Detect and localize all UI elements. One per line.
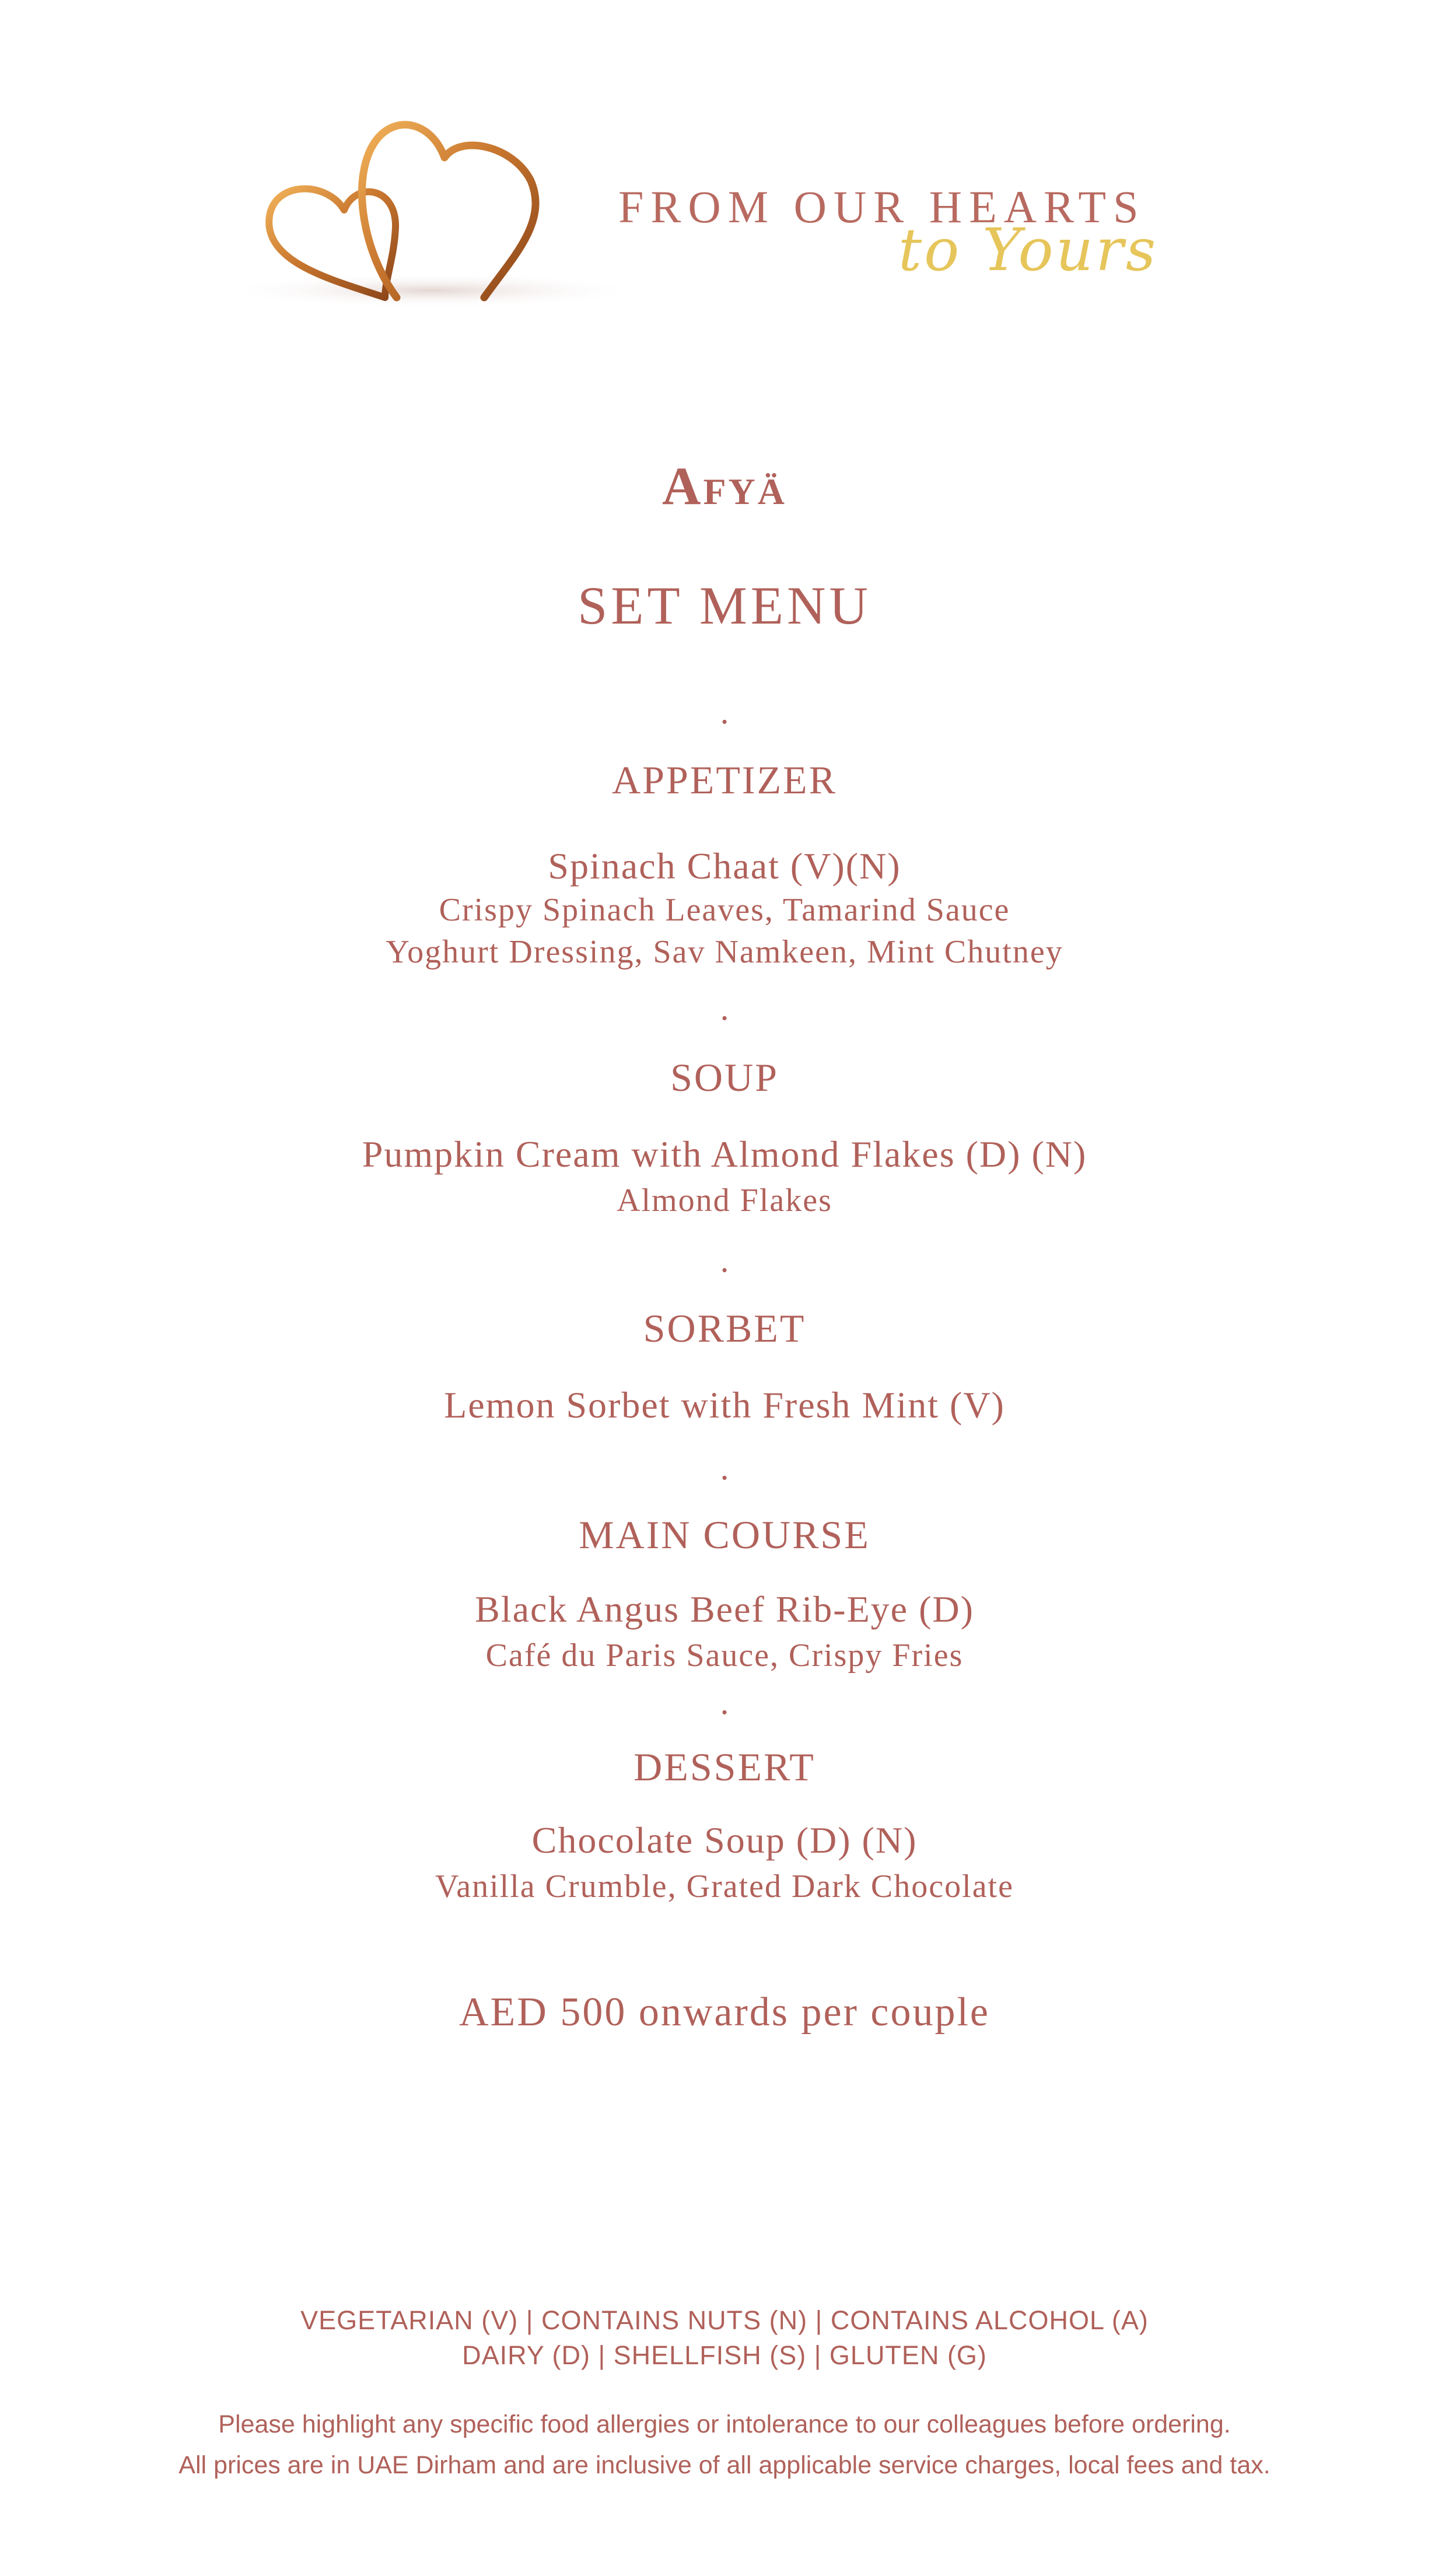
course-heading-dessert: DESSERT xyxy=(634,1745,816,1789)
menu-title: SET MENU xyxy=(578,576,872,635)
dish-name-soup: Pumpkin Cream with Almond Flakes (D) (N) xyxy=(362,1133,1087,1175)
dietary-legend-line-2: DAIRY (D) | SHELLFISH (S) | GLUTEN (G) xyxy=(462,2340,987,2370)
dish-description: Almond Flakes xyxy=(617,1182,832,1219)
dish-name-appetizer: Spinach Chaat (V)(N) xyxy=(548,845,901,887)
course-heading-appetizer: APPETIZER xyxy=(612,758,837,802)
restaurant-name: Afyä xyxy=(662,456,787,516)
course-heading-soup: SOUP xyxy=(670,1055,779,1100)
separator-dot: . xyxy=(720,1241,729,1279)
separator-dot: . xyxy=(720,692,729,731)
course-heading-sorbet: SORBET xyxy=(643,1306,806,1350)
dish-description: Crispy Spinach Leaves, Tamarind Sauce xyxy=(439,892,1010,928)
separator-dot: . xyxy=(720,1448,729,1487)
price-line: AED 500 onwards per couple xyxy=(459,1990,990,2035)
tagline-script: to Yours xyxy=(898,216,1158,284)
dietary-legend-line-1: VEGETARIAN (V) | CONTAINS NUTS (N) | CONTAINS ALCOHOL (A) xyxy=(300,2305,1149,2335)
dish-name-main-course: Black Angus Beef Rib-Eye (D) xyxy=(475,1588,974,1630)
dish-description: Yoghurt Dressing, Sav Namkeen, Mint Chutney xyxy=(386,934,1063,970)
tagline-main: FROM OUR HEARTS xyxy=(618,181,1146,232)
dish-name-dessert: Chocolate Soup (D) (N) xyxy=(531,1819,918,1861)
two-hearts-icon xyxy=(239,105,659,315)
dish-name-sorbet: Lemon Sorbet with Fresh Mint (V) xyxy=(444,1384,1005,1426)
pricing-note: All prices are in UAE Dirham and are inclusive of all applicable service charges, local fees and tax. xyxy=(178,2451,1270,2479)
separator-dot: . xyxy=(720,989,729,1027)
dish-description: Vanilla Crumble, Grated Dark Chocolate xyxy=(435,1868,1014,1905)
course-heading-main-course: MAIN COURSE xyxy=(579,1513,870,1557)
allergy-note: Please highlight any specific food allergies or intolerance to our colleagues before ordering. xyxy=(218,2410,1231,2438)
dish-description: Café du Paris Sauce, Crispy Fries xyxy=(485,1637,964,1674)
separator-dot: . xyxy=(720,1683,729,1721)
